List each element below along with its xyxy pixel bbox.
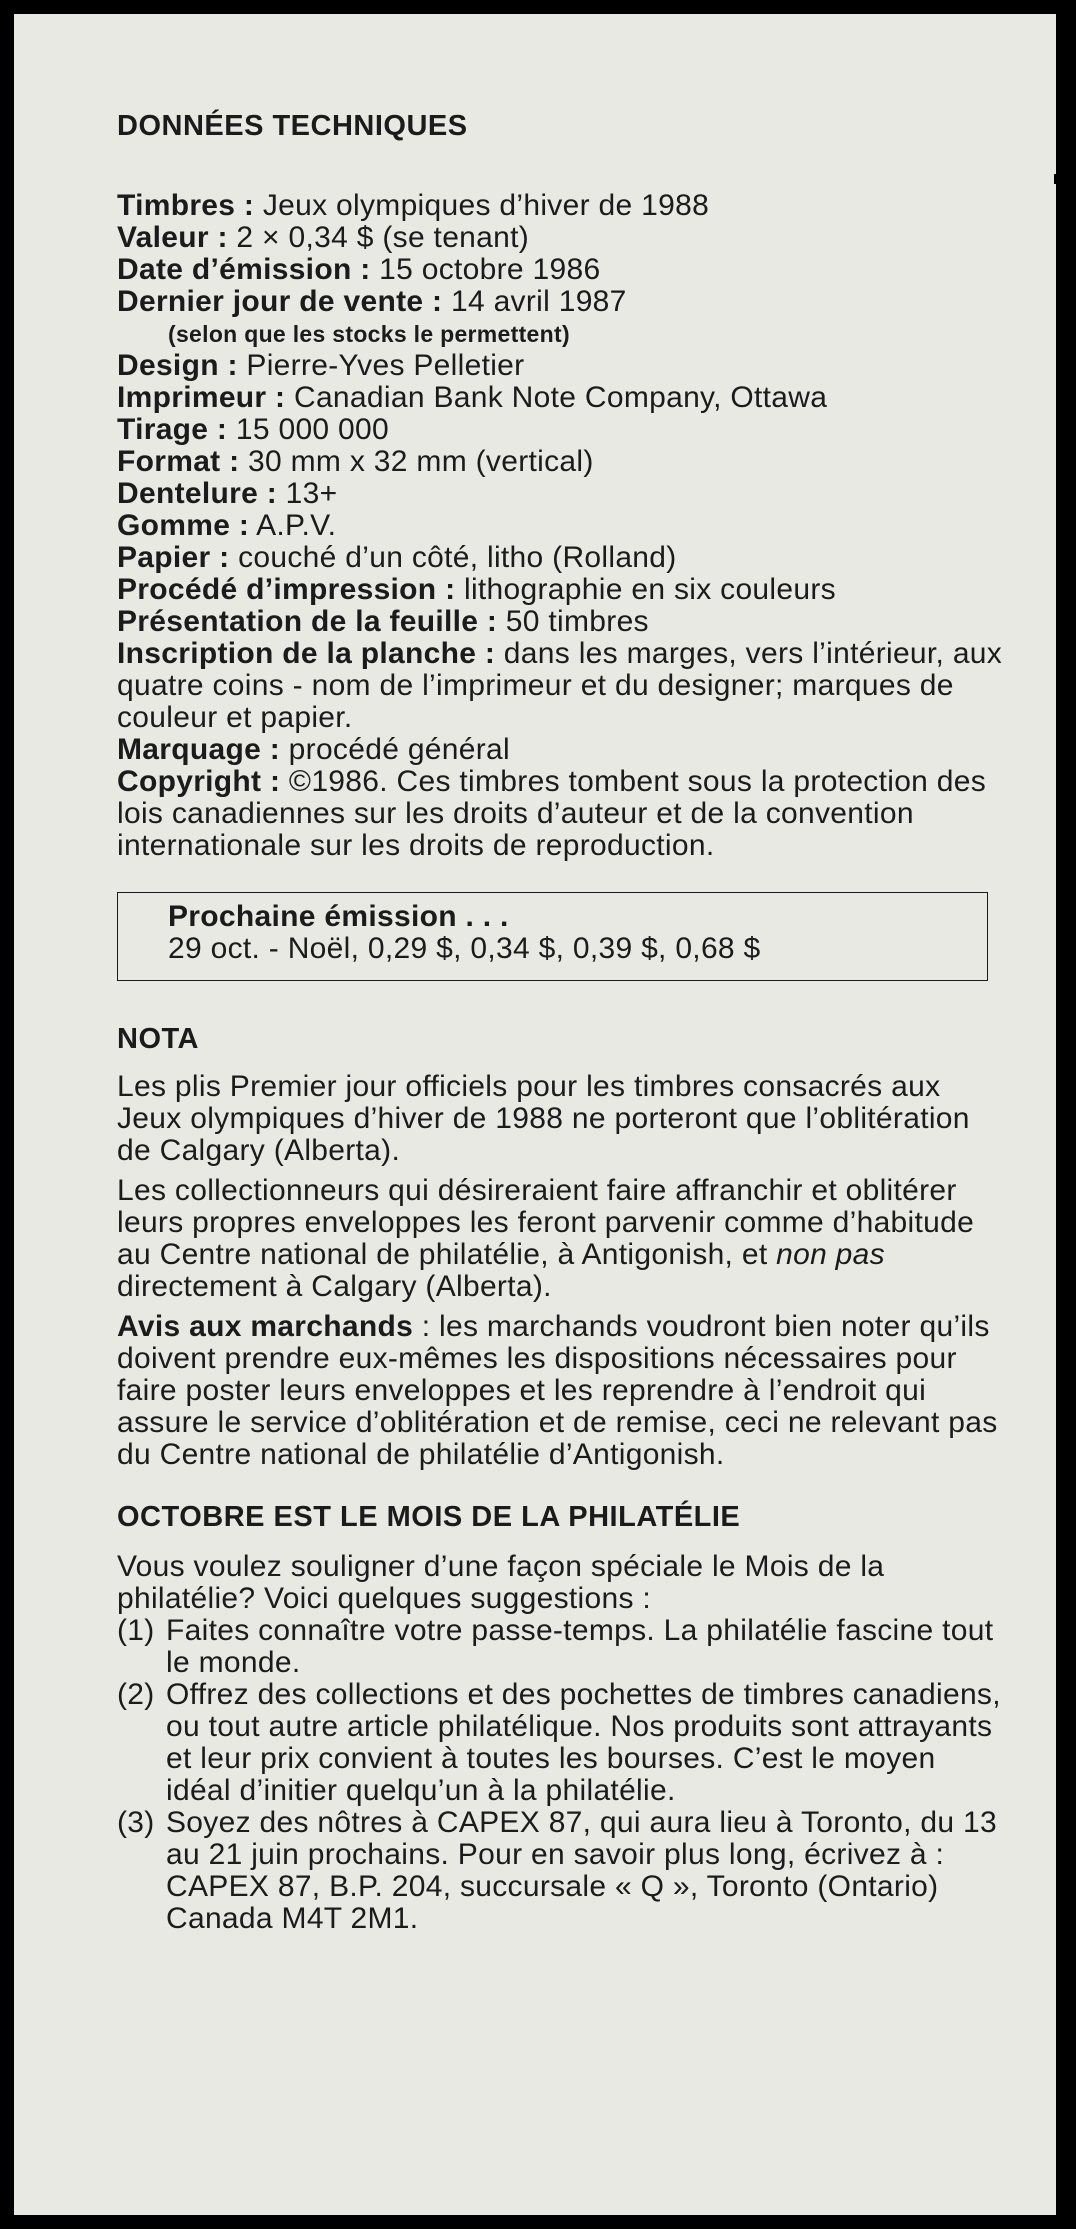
stock-note: (selon que les stocks le permettent) — [168, 321, 570, 347]
edge-mark — [1054, 174, 1056, 184]
tech-value: 50 timbres — [497, 605, 649, 638]
document-content — [117, 110, 1007, 1935]
tech-label: Design : — [117, 349, 238, 382]
tech-label: Timbres : — [117, 189, 255, 222]
tech-row-valeur — [117, 222, 1007, 254]
tech-value: 2 × 0,34 $ (se tenant) — [227, 221, 530, 254]
nota-heading: NOTA — [117, 1023, 200, 1055]
suggestion-number: (1) — [117, 1614, 155, 1647]
tech-row-imprimeur — [117, 382, 1007, 414]
nota-paragraph-1: Les plis Premier jour officiels pour les timbres consacrés aux Jeux olympiques d’hiver de 1988 ne porteront que l’oblitération de Calgary (Alberta). — [117, 1070, 970, 1167]
tech-label: Format : — [117, 445, 240, 478]
tech-row-timbres — [117, 190, 1007, 222]
merchants-text: : les marchands voudront bien noter qu’ils doivent prendre eux-mêmes les dispositions nécessaires pour faire poster leurs enveloppes et les reprendre à l’endroit qui assure le service d’oblitération et de remise, ceci ne relevant pas du Centre national de philatélie d’Antigonish. — [117, 1310, 998, 1471]
suggestion-number: (2) — [117, 1678, 155, 1711]
tech-row-dernier-jour — [117, 286, 1007, 318]
tech-label: Imprimeur : — [117, 381, 286, 414]
tech-label: Valeur : — [117, 221, 228, 254]
tech-row-date — [117, 254, 1007, 286]
next-issue-text: 29 oct. - Noël, 0,29 $, 0,34 $, 0,39 $, 0,68 $ — [168, 932, 761, 965]
tech-value: Jeux olympiques d’hiver de 1988 — [254, 189, 710, 222]
tech-value: lithographie en six couleurs — [455, 573, 836, 606]
nota-paragraph-2-end: directement à Calgary (Alberta). — [117, 1270, 552, 1303]
tech-row-dentelure — [117, 478, 1007, 510]
tech-label: Papier : — [117, 541, 230, 574]
tech-value: 15 octobre 1986 — [370, 253, 601, 286]
merchants-label: Avis aux marchands — [117, 1310, 414, 1343]
tech-value: 14 avril 1987 — [442, 285, 627, 318]
suggestion-text: Soyez des nôtres à CAPEX 87, qui aura lieu à Toronto, du 13 au 21 juin prochains. Pour en savoir plus long, écrivez à : CAPEX 87, B.P. 204, succursale « Q », Toronto (Ontario) Canada M4T 2M1. — [166, 1806, 997, 1935]
tech-label: Marquage : — [117, 733, 281, 766]
tech-value: procédé général — [280, 733, 510, 766]
tech-value: 15 000 000 — [227, 413, 390, 446]
tech-value: Pierre-Yves Pelletier — [237, 349, 525, 382]
tech-row-format — [117, 446, 1007, 478]
tech-value: ©1986. Ces timbres tombent sous la protection des lois canadiennes sur les droits d’auteur et de la convention internationale sur les droits de reproduction. — [117, 765, 987, 862]
tech-row-copyright — [117, 766, 1007, 862]
tech-row-procede — [117, 574, 1007, 606]
tech-label: Présentation de la feuille : — [117, 605, 498, 638]
tech-label: Copyright : — [117, 765, 281, 798]
suggestion-number: (3) — [117, 1806, 155, 1839]
technical-heading: DONNÉES TECHNIQUES — [117, 110, 468, 142]
suggestion-text: Faites connaître votre passe-temps. La philatélie fascine tout le monde. — [166, 1614, 994, 1679]
tech-row-design — [117, 350, 1007, 382]
nota-paragraph-2-start: Les collectionneurs qui désireraient faire affranchir et oblitérer leurs propres enveloppes les feront parvenir comme d’habitude au Centre national de philatélie, à Antigonish, et — [117, 1174, 975, 1271]
tech-label: Dentelure : — [117, 477, 277, 510]
merchants-paragraph — [117, 1311, 1007, 1471]
octobre-intro: Vous voulez souligner d’une façon spéciale le Mois de la philatélie? Voici quelques suggestions : — [117, 1550, 885, 1615]
tech-label: Inscription de la planche : — [117, 637, 496, 670]
tech-row-marquage — [117, 734, 1007, 766]
tech-label: Dernier jour de vente : — [117, 285, 443, 318]
suggestion-text: Offrez des collections et des pochettes de timbres canadiens, ou tout autre article philatélique. Nos produits sont attrayants et leur prix convient à toutes les bourses. C’est le moyen idéal d’initier quelqu’un à la philatélie. — [166, 1678, 1001, 1807]
tech-value: dans les marges, vers l’intérieur, aux quatre coins - nom de l’imprimeur et du designer; marques de couleur et papier. — [117, 637, 1003, 734]
tech-row-presentation — [117, 606, 1007, 638]
tech-value: 30 mm x 32 mm (vertical) — [239, 445, 594, 478]
tech-label: Date d’émission : — [117, 253, 371, 286]
next-issue-title: Prochaine émission . . . — [168, 900, 509, 933]
tech-row-gomme — [117, 510, 1007, 542]
tech-row-papier — [117, 542, 1007, 574]
tech-label: Procédé d’impression : — [117, 573, 456, 606]
tech-value: A.P.V. — [249, 509, 337, 542]
suggestion-item — [117, 1679, 1007, 1807]
tech-value: Canadian Bank Note Company, Ottawa — [285, 381, 828, 414]
technical-list — [117, 190, 1007, 862]
tech-value: couché d’un côté, litho (Rolland) — [229, 541, 677, 574]
next-issue-box — [117, 892, 988, 981]
suggestion-item — [117, 1807, 1007, 1935]
tech-label: Tirage : — [117, 413, 228, 446]
tech-value: 13+ — [277, 477, 338, 510]
octobre-heading: OCTOBRE EST LE MOIS DE LA PHILATÉLIE — [117, 1501, 741, 1533]
tech-row-tirage — [117, 414, 1007, 446]
suggestion-item — [117, 1615, 1007, 1679]
tech-label: Gomme : — [117, 509, 250, 542]
tech-row-inscription — [117, 638, 1007, 734]
nota-paragraph-2 — [117, 1175, 1007, 1303]
document-page — [14, 14, 1056, 2215]
nota-emphasis: non pas — [776, 1238, 885, 1271]
